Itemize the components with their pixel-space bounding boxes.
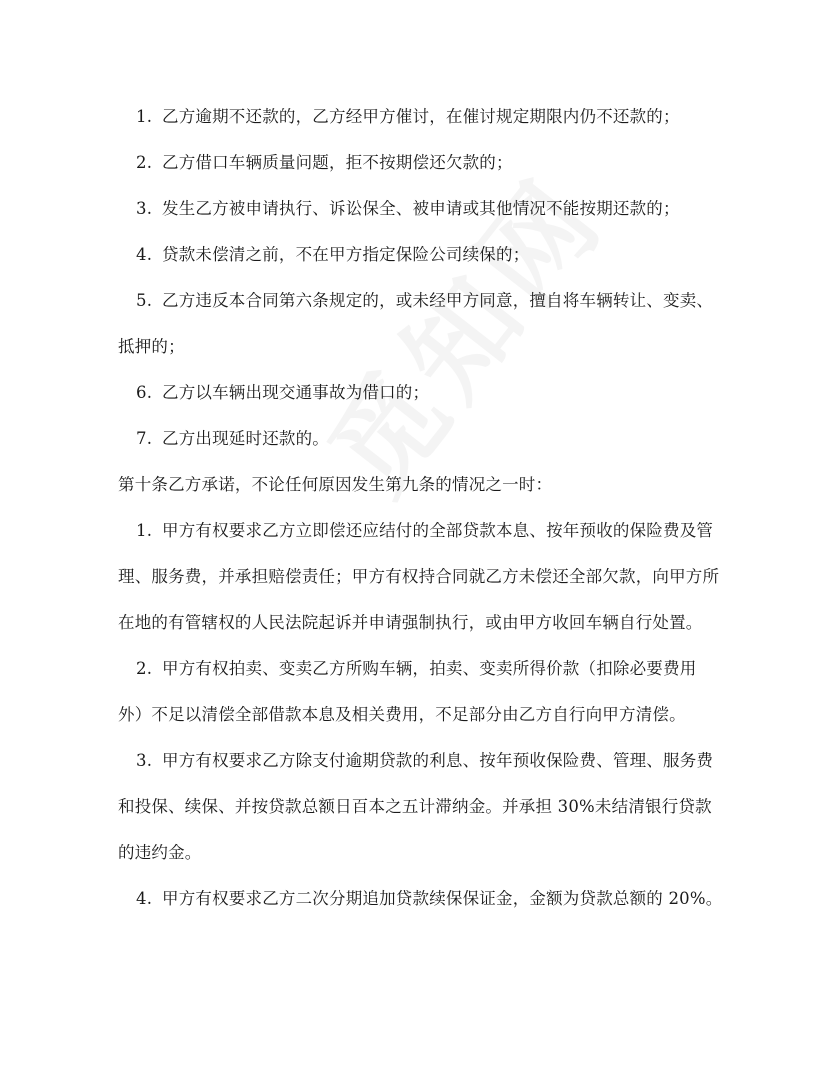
item-text: 乙方逾期不还款的，乙方经甲方催讨，在催讨规定期限内仍不还款的； <box>162 107 680 126</box>
item-number: 2. <box>136 659 153 678</box>
article-heading: 第十条乙方承诺，不论任何原因发生第九条的情况之一时： <box>118 475 553 494</box>
list-item <box>136 290 736 312</box>
item-text: 贷款未偿清之前，不在甲方指定保险公司续保的； <box>162 245 530 264</box>
list-item <box>136 888 736 910</box>
item-number: 7. <box>136 429 153 448</box>
list-item <box>136 382 736 404</box>
item-number: 4. <box>136 245 153 264</box>
item-number: 1. <box>136 107 153 126</box>
item-number: 3. <box>136 199 153 218</box>
list-item <box>136 106 736 128</box>
item-continuation: 和投保、续保、并按贷款总额日百本之五计滞纳金。并承担 30%未结清银行贷款 <box>118 797 712 816</box>
item-number: 1. <box>136 521 153 540</box>
list-item <box>136 520 736 542</box>
item-continuation: 的违约金。 <box>118 843 202 862</box>
list-item <box>136 244 736 266</box>
item-text: 甲方有权拍卖、变卖乙方所购车辆，拍卖、变卖所得价款（扣除必要费用 <box>162 659 697 678</box>
list-item <box>136 658 736 680</box>
item-text: 乙方违反本合同第六条规定的，或未经甲方同意，擅自将车辆转让、变卖、 <box>162 291 714 310</box>
item-text: 乙方借口车辆质量问题，拒不按期偿还欠款的； <box>162 153 513 172</box>
item-number: 2. <box>136 153 153 172</box>
item-continuation: 理、服务费，并承担赔偿责任；甲方有权持合同就乙方未偿还全部欠款，向甲方所 <box>118 567 720 586</box>
item-number: 4. <box>136 889 153 908</box>
item-number: 6. <box>136 383 153 402</box>
item-number: 3. <box>136 751 153 770</box>
list-item <box>136 428 736 450</box>
item-text: 发生乙方被申请执行、诉讼保全、被申请或其他情况不能按期还款的； <box>162 199 680 218</box>
item-continuation: 抵押的； <box>118 337 185 356</box>
item-text: 乙方出现延时还款的。 <box>162 429 329 448</box>
list-item <box>136 750 736 772</box>
item-continuation: 在地的有管辖权的人民法院起诉并申请强制执行，或由甲方收回车辆自行处置。 <box>118 613 703 632</box>
item-number: 5. <box>136 291 153 310</box>
item-continuation: 外）不足以清偿全部借款本息及相关费用，不足部分由乙方自行向甲方清偿。 <box>118 705 686 724</box>
item-text: 甲方有权要求乙方除支付逾期贷款的利息、按年预收保险费、管理、服务费 <box>162 751 714 770</box>
list-item <box>136 152 736 174</box>
item-text: 甲方有权要求乙方立即偿还应结付的全部贷款本息、按年预收的保险费及管 <box>162 521 714 540</box>
item-text: 乙方以车辆出现交通事故为借口的； <box>162 383 430 402</box>
list-item <box>136 198 736 220</box>
item-text: 甲方有权要求乙方二次分期追加贷款续保保证金，金额为贷款总额的 20%。 <box>162 889 723 908</box>
